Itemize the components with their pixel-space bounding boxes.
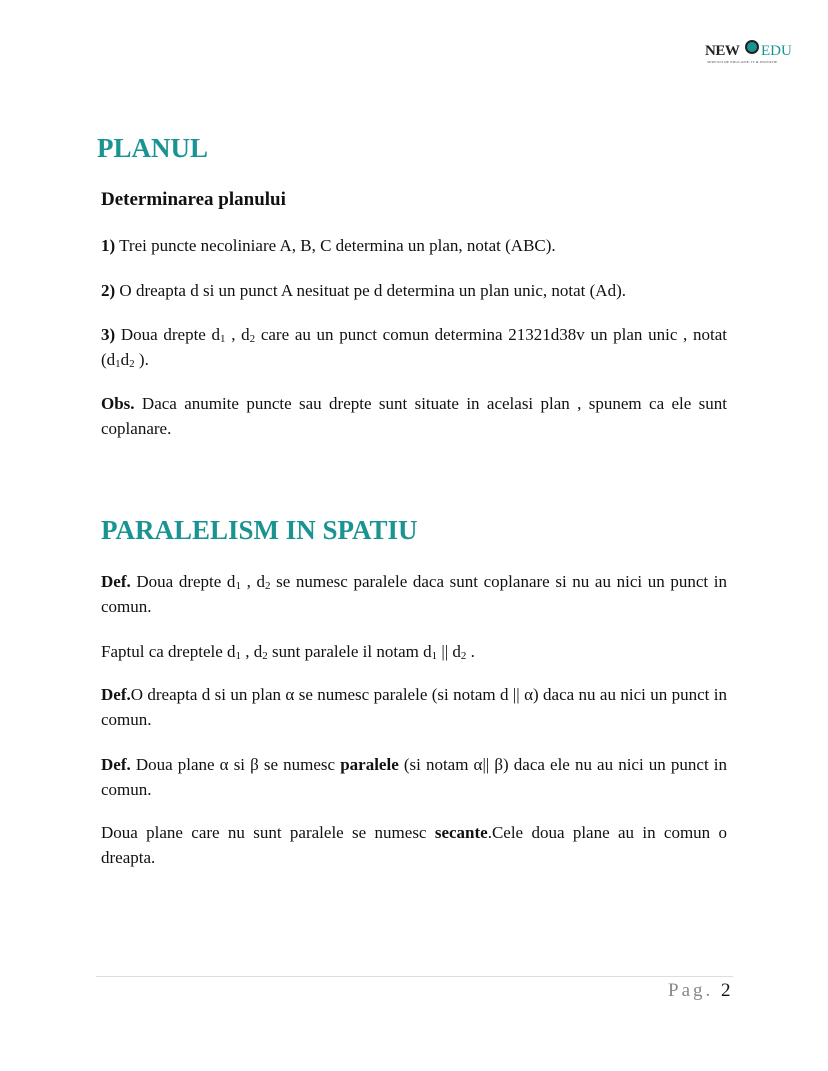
globe-icon xyxy=(745,40,759,54)
text-run: care au un punct comun determina 21321d38v un plan unic , notat (d xyxy=(101,325,727,369)
text-run: Doua drepte d xyxy=(115,325,221,344)
subscript: 1 xyxy=(220,333,226,345)
subscript: 2 xyxy=(460,650,467,662)
text-run: Doua plane care nu sunt paralele se numesc xyxy=(101,823,435,842)
bold-text: secante xyxy=(434,823,488,842)
paragraph xyxy=(101,233,727,258)
text-run: Faptul ca dreptele d xyxy=(101,642,236,661)
paragraph xyxy=(101,278,727,303)
text-run: Doua drepte d xyxy=(130,572,236,591)
page-label: Pag. xyxy=(668,980,714,1001)
section-title-planul: PLANUL xyxy=(97,133,209,163)
text-run: , d xyxy=(240,572,265,591)
bold-text: 2) xyxy=(101,281,116,300)
text-run: . xyxy=(466,642,475,661)
bold-text: 1) xyxy=(101,236,116,255)
text-run: se numesc paralele daca sunt coplanare si nu au nici un punct in comun. xyxy=(101,572,727,616)
text-run: ). xyxy=(134,350,149,369)
paragraph xyxy=(101,752,727,802)
text-run: O dreapta d si un punct A nesituat pe d determina un plan unic, notat (Ad). xyxy=(115,281,626,300)
text-run: sunt paralele il notam d xyxy=(267,642,432,661)
footer-divider xyxy=(96,976,733,977)
logo-text-edu: EDU xyxy=(761,43,792,59)
text-run: Trei puncte necoliniare A, B, C determina un plan, notat (ABC). xyxy=(115,236,556,255)
text-run: Doua plane α si β se numesc xyxy=(130,755,341,774)
subscript: 1 xyxy=(115,358,121,370)
subtitle-determinarea: Determinarea planului xyxy=(101,189,286,210)
bold-text: Obs. xyxy=(101,394,135,413)
text-run: Daca anumite puncte sau drepte sunt situate in acelasi plan , spunem ca ele sunt coplanare. xyxy=(101,394,727,438)
subscript: 2 xyxy=(249,333,256,345)
bold-text: paralele xyxy=(340,755,399,774)
bold-text: 3) xyxy=(101,325,116,344)
subscript: 1 xyxy=(235,650,242,662)
text-run: d xyxy=(120,350,130,369)
page-number: 2 xyxy=(721,980,731,1001)
paragraph xyxy=(101,639,727,664)
subscript: 2 xyxy=(262,650,268,662)
text-run: (si notam α|| β) daca ele nu au nici un punct in comun. xyxy=(101,755,728,799)
bold-text: Def. xyxy=(101,685,131,704)
text-run: .Cele doua plane au in comun o dreapta. xyxy=(101,823,727,867)
text-run: , d xyxy=(241,642,263,661)
subscript: 2 xyxy=(129,358,135,370)
subscript: 1 xyxy=(431,650,438,662)
bold-text: Def. xyxy=(101,572,131,591)
page-footer xyxy=(668,980,731,1002)
text-run: O dreapta d si un plan α se numesc paralele (si notam d || α) daca nu au nici un punct in comun. xyxy=(101,685,727,729)
bold-text: Def. xyxy=(101,755,131,774)
paragraph xyxy=(101,682,727,732)
paragraph xyxy=(101,391,727,441)
logo-tagline: SERVICII DE EDUCATIE, IT & INOVATIE xyxy=(707,60,778,64)
subscript: 2 xyxy=(264,580,271,592)
logo-text-new: NEW xyxy=(705,43,740,59)
text-run: || d xyxy=(437,642,461,661)
paragraph xyxy=(101,820,727,870)
new-edu-logo xyxy=(705,36,795,68)
subscript: 1 xyxy=(235,580,241,592)
paragraph xyxy=(101,569,727,619)
text-run: , d xyxy=(225,325,250,344)
section-title-paralelism: PARALELISM IN SPATIU xyxy=(101,515,418,545)
paragraph xyxy=(101,322,727,372)
